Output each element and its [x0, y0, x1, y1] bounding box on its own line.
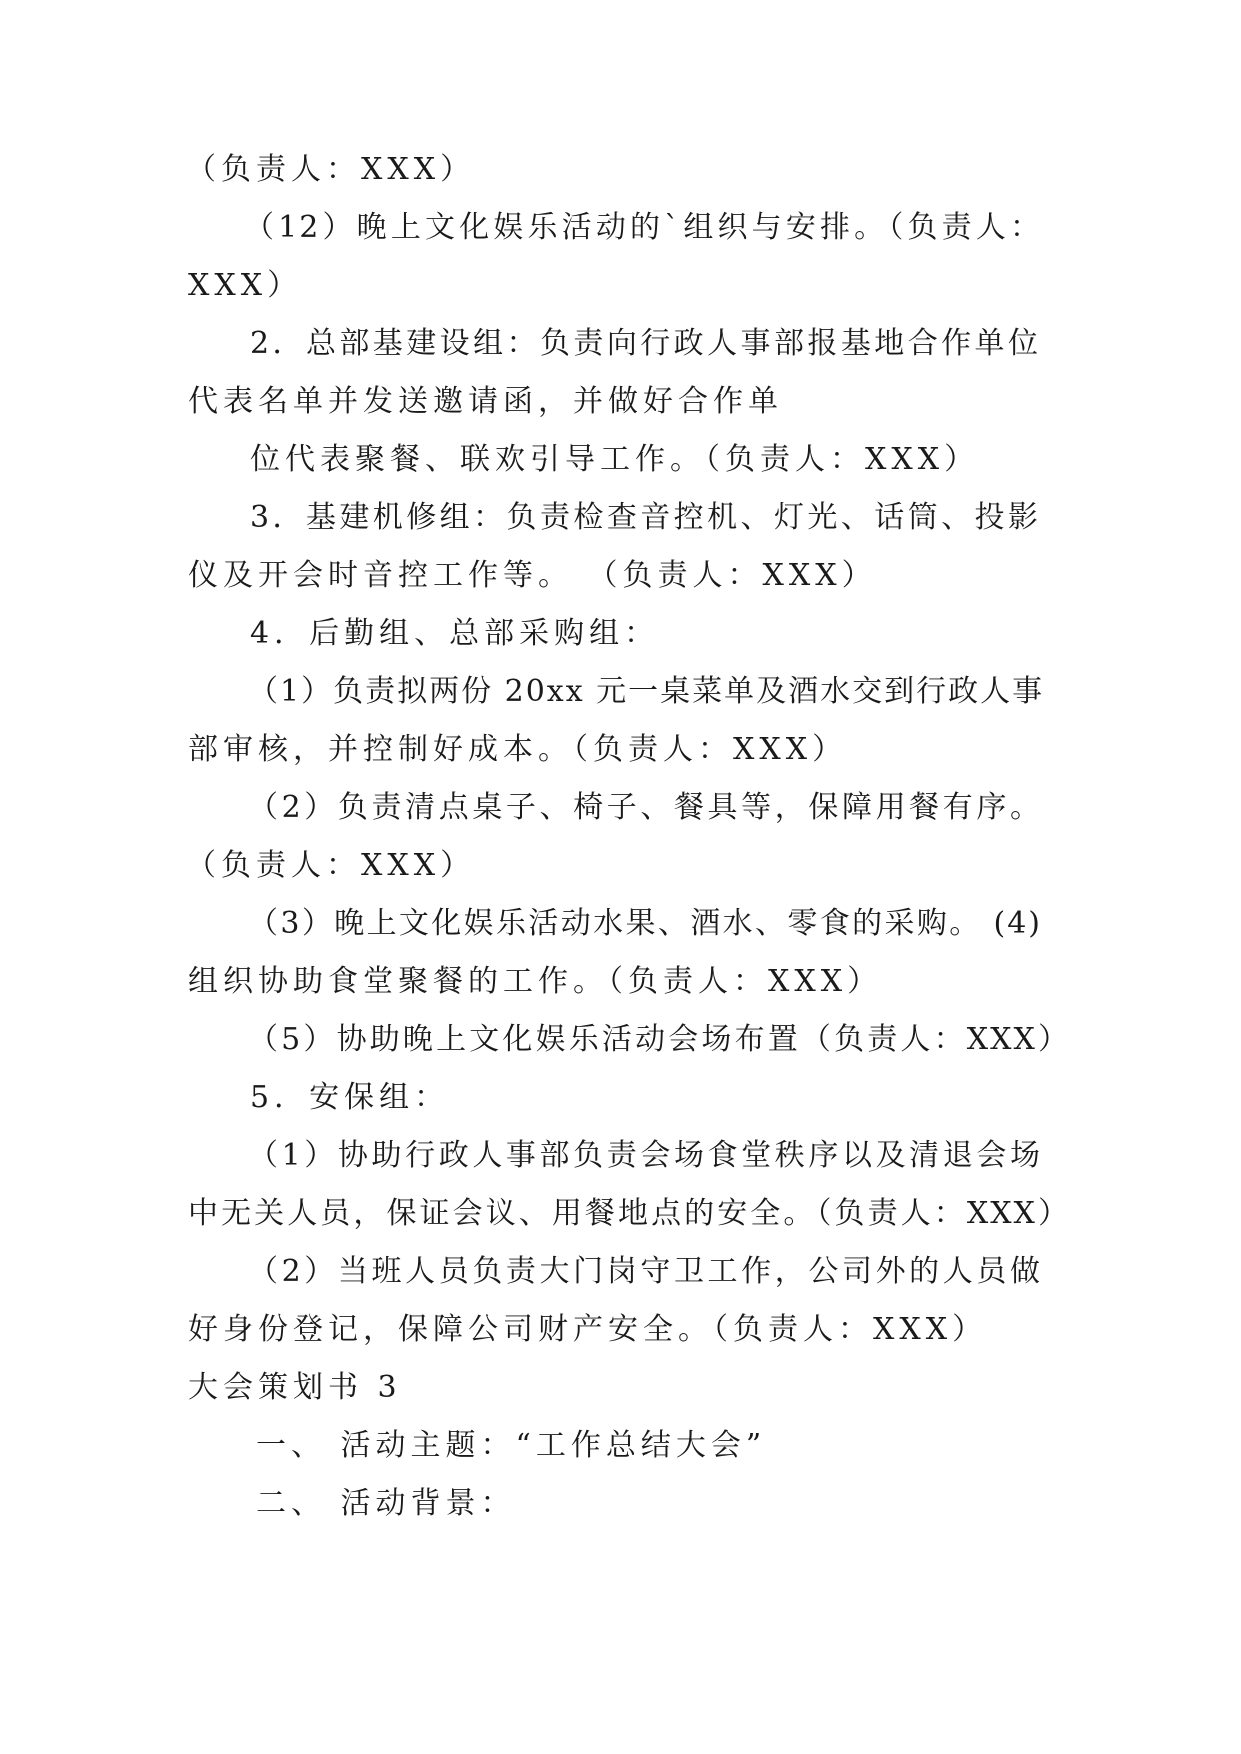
text-line: 5．安保组：: [250, 1080, 450, 1115]
text-line: （负责人：XXX）: [186, 152, 476, 187]
text-line: 好身份登记，保障公司财产安全。（负责人：XXX）: [188, 1312, 988, 1347]
text-line: 4．后勤组、总部采购组：: [250, 616, 660, 651]
text-line: （5）协助晚上文化娱乐活动会场布置（负责人：XXX）: [248, 1022, 1070, 1057]
text-line: （1）协助行政人事部负责会场食堂秩序以及清退会场: [248, 1138, 1042, 1173]
text-line: 一、 活动主题：“工作总结大会”: [256, 1428, 767, 1463]
text-line: 二、 活动背景：: [256, 1486, 516, 1521]
section-heading: 大会策划书 3: [188, 1370, 402, 1405]
text-line: （2）当班人员负责大门岗守卫工作，公司外的人员做: [248, 1254, 1042, 1289]
text-line: 部审核，并控制好成本。（负责人：XXX）: [188, 732, 848, 767]
text-line: 2．总部基建设组：负责向行政人事部报基地合作单位: [250, 326, 1040, 361]
text-line: 代表名单并发送邀请函，并做好合作单: [188, 384, 783, 419]
text-line: 仪及开会时音控工作等。 （负责人：XXX）: [188, 558, 877, 593]
text-line: （1）负责拟两份 20xx 元一桌菜单及酒水交到行政人事: [248, 674, 1045, 709]
text-line: （2）负责清点桌子、椅子、餐具等，保障用餐有序。: [248, 790, 1042, 825]
text-line: 组织协助食堂聚餐的工作。（负责人：XXX）: [188, 964, 883, 999]
text-line: （负责人：XXX）: [186, 848, 476, 883]
text-line: 3．基建机修组：负责检查音控机、灯光、话筒、投影: [250, 500, 1040, 535]
text-line: XXX）: [188, 268, 303, 303]
text-line: 位代表聚餐、联欢引导工作。（负责人：XXX）: [250, 442, 980, 477]
text-line: （3）晚上文化娱乐活动水果、酒水、零食的采购。 (4): [248, 906, 1042, 941]
text-line: （12）晚上文化娱乐活动的`组织与安排。（负责人：: [244, 210, 1042, 245]
text-line: 中无关人员，保证会议、用餐地点的安全。（负责人：XXX）: [188, 1196, 1070, 1231]
